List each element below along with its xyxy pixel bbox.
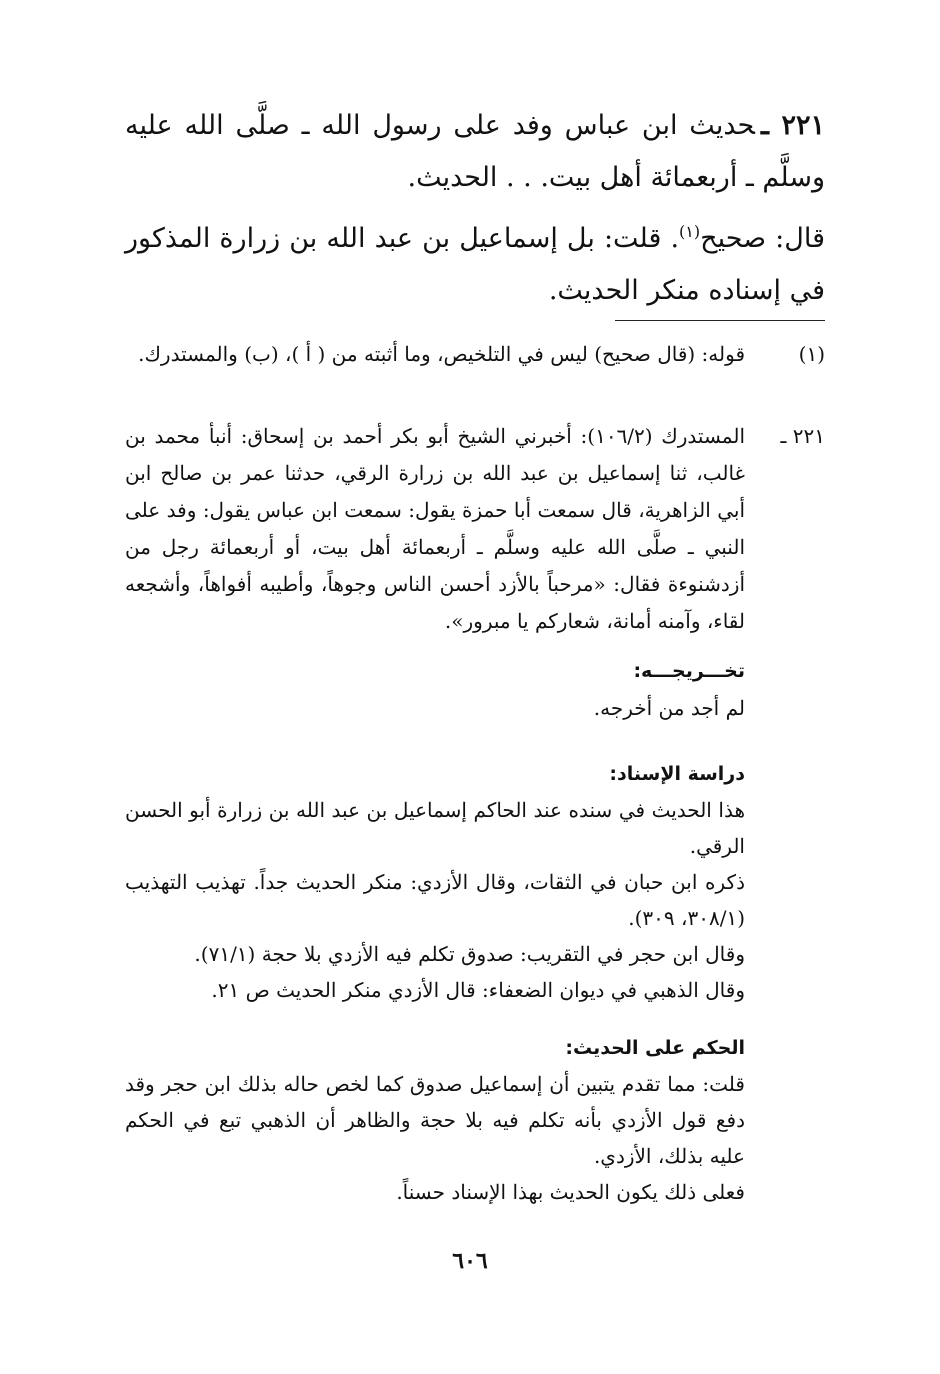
footnote-marker: (١) [679,222,701,241]
isnad-section [125,756,745,1008]
hukm-section [125,1030,745,1210]
footnote-separator [615,320,825,321]
isnad-paragraph: وقال الذهبي في ديوان الضعفاء: قال الأزدي منكر الحديث ص ٢١. [211,978,745,1002]
takhrij-text: لم أجد من أخرجه. [593,696,745,720]
isnad-paragraph: وقال ابن حجر في التقريب: صدوق تكلم فيه الأزدي بلا حجة (٧١/١). [194,942,745,966]
footnote-text: المستدرك (١٠٦/٢): أخبرني الشيخ أبو بكر أحمد بن إسحاق: أنبأ محمد بن غالب، ثنا إسماعيل بن عبد الله بن زرارة الرقي، حدثنا عمر بن صالح ابن أبي الزاهرية، قال سمعت أبا حمزة يقول: سمعت ابن عباس يقول: وفد على النبي ـ صلَّى الله عليه وسلَّم ـ أربعمائة أهل بيت، أو أربعمائة رجل من أزدشنوءة فقال: «مرحباً بالأزد أحسن الناس وجوهاً، وأطيبه أفواهاً، وأشجعه لقاء، وآمنه أمانة، شعاركم يا مبرور». [125,424,745,633]
page-number: ٦٠٦ [452,1248,488,1274]
hadith-text: حديث ابن عباس وفد على رسول الله ـ صلَّى الله عليه وسلَّم ـ أربعمائة أهل بيت. . . الحديث. [125,110,825,193]
hukm-paragraph: فعلى ذلك يكون الحديث بهذا الإسناد حسناً. [396,1180,745,1204]
takhrij-heading: تخـــريجـــه: [633,660,745,682]
hadith-heading [125,100,825,204]
takhrij-section [125,660,745,726]
hadith-number: ٢٢١ ـ [760,110,825,141]
footnote-1 [125,338,825,370]
footnote-label: ٢٢١ ـ [780,424,825,448]
qualification-prefix: قال: صحيح [700,223,825,254]
hukm-heading: الحكم على الحديث: [565,1037,745,1059]
isnad-paragraph: هذا الحديث في سنده عند الحاكم إسماعيل بن عبد الله بن زرارة أبو الحسن الرقي. [125,798,745,858]
footnote-text: قوله: (قال صحيح) ليس في التلخيص، وما أثبته من ( أ )، (ب) والمستدرك. [138,342,745,366]
footnote-label: (١) [798,342,825,366]
footnote-source [125,418,825,640]
qualification-rest: . قلت: بل إسماعيل بن عبد الله بن زرارة المذكور في إسناده منكر الحديث. [125,223,825,306]
isnad-paragraph: ذكره ابن حبان في الثقات، وقال الأزدي: منكر الحديث جداً. تهذيب التهذيب (٣٠٨/١، ٣٠٩). [125,870,745,930]
hukm-paragraph: قلت: مما تقدم يتبين أن إسماعيل صدوق كما لخص حاله بذلك ابن حجر وقد دفع قول الأزدي بأنه تكلم فيه بلا حجة والظاهر أن الذهبي تبع في الحكم عليه بذلك، الأزدي. [125,1072,745,1168]
isnad-heading: دراسة الإسناد: [609,763,745,785]
hadith-qualification [125,206,825,317]
